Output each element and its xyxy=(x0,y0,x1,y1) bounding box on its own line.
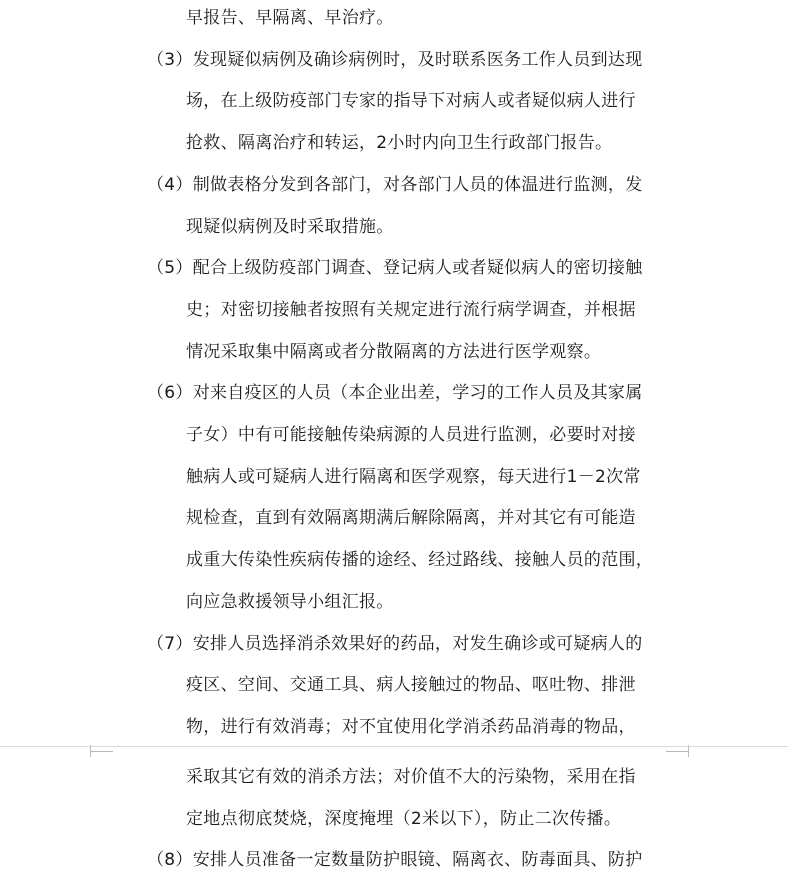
paragraph-line: 成重大传染性疾病传播的途经、经过路线、接触人员的范围， xyxy=(186,550,654,571)
paragraph-line: 情况采取集中隔离或者分散隔离的方法进行医学观察。 xyxy=(186,341,602,362)
numbered-paragraph-line: （3）发现疑似病例及确诊病例时，及时联系医务工作人员到达现 xyxy=(147,49,643,70)
paragraph-line: 疫区、空间、交通工具、病人接触过的物品、呕吐物、排泄 xyxy=(186,675,636,696)
numbered-paragraph-line: （7）安排人员选择消杀效果好的药品，对发生确诊或可疑病人的 xyxy=(147,633,643,654)
paragraph-line: 史；对密切接触者按照有关规定进行流行病学调查，并根据 xyxy=(186,299,636,320)
page-bottom-edge xyxy=(0,746,788,747)
numbered-paragraph-line: （4）制做表格分发到各部门，对各部门人员的体温进行监测，发 xyxy=(147,174,643,195)
paragraph-line: 场，在上级防疫部门专家的指导下对病人或者疑似病人进行 xyxy=(186,91,636,112)
numbered-paragraph-line: （8）安排人员准备一定数量防护眼镜、隔离衣、防毒面具、防护 xyxy=(147,850,643,870)
paragraph-line: 物，进行有效消毒；对不宜使用化学消杀药品消毒的物品， xyxy=(186,716,636,737)
paragraph-line: 定地点彻底焚烧，深度掩埋（2米以下），防止二次传播。 xyxy=(186,808,622,829)
paragraph-line: 向应急救援领导小组汇报。 xyxy=(186,591,394,612)
paragraph-line: 早报告、早隔离、早治疗。 xyxy=(186,8,394,28)
paragraph-line: 现疑似病例及时采取措施。 xyxy=(186,216,394,237)
paragraph-line: 采取其它有效的消杀方法；对价值不大的污染物，采用在指 xyxy=(186,767,636,787)
paragraph-line: 规检查，直到有效隔离期满后解除隔离，并对其它有可能造 xyxy=(186,508,636,529)
paragraph-line: 触病人或可疑病人进行隔离和医学观察，每天进行1－2次常 xyxy=(186,466,641,487)
numbered-paragraph-line: （5）配合上级防疫部门调查、登记病人或者疑似病人的密切接触 xyxy=(147,258,643,279)
document-page-lower xyxy=(0,757,788,882)
paragraph-line: 子女）中有可能接触传染病源的人员进行监测，必要时对接 xyxy=(186,425,636,445)
page-break-gap xyxy=(0,746,788,757)
numbered-paragraph-line: （6）对来自疫区的人员（本企业出差，学习的工作人员及其家属 xyxy=(147,383,643,404)
paragraph-line: 抢救、隔离治疗和转运，2小时内向卫生行政部门报告。 xyxy=(186,133,613,154)
